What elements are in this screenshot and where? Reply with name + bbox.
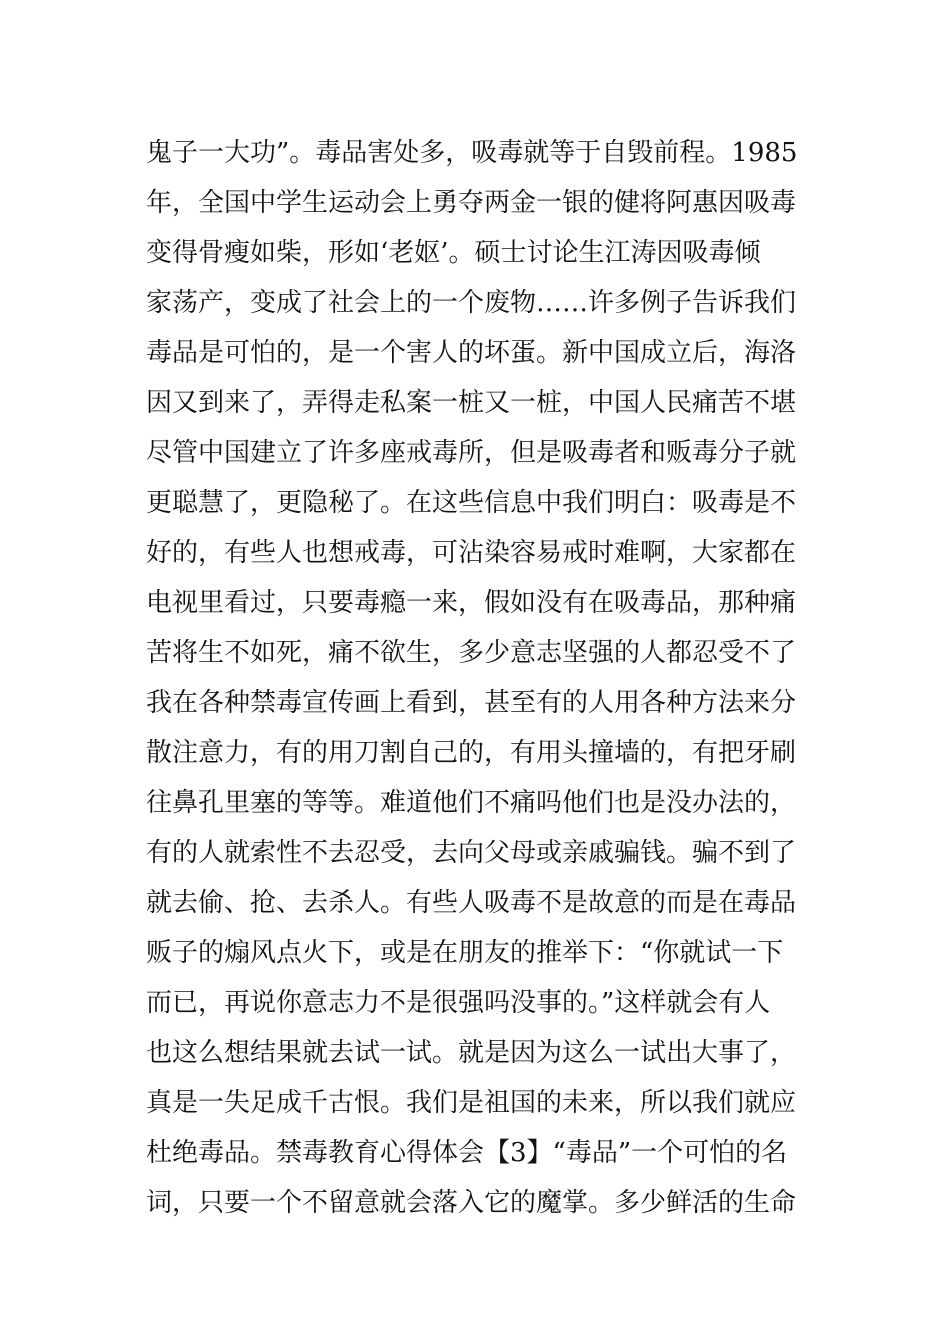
text-line: 好的，有些人也想戒毒，可沾染容易戒时难啊，大家都在 bbox=[146, 538, 797, 568]
text-line: 往鼻孔里塞的等等。难道他们不痛吗他们也是没办法的， bbox=[146, 788, 797, 818]
text-line: 因又到来了，弄得走私案一桩又一桩，中国人民痛苦不堪 bbox=[146, 388, 797, 418]
text-line: 散注意力，有的用刀割自己的，有用头撞墙的，有把牙刷 bbox=[146, 738, 797, 768]
text-line: 杜绝毒品。禁毒教育心得体会【3】“毒品”一个可怕的名 bbox=[146, 1138, 788, 1168]
text-line: 也这么想结果就去试一试。就是因为这么一试出大事了， bbox=[146, 1038, 797, 1068]
text-line: 而已，再说你意志力不是很强吗没事的。”这样就会有人 bbox=[146, 988, 771, 1018]
text-line: 鬼子一大功”。毒品害处多，吸毒就等于自毁前程。1985 bbox=[146, 138, 798, 168]
text-line: 尽管中国建立了许多座戒毒所，但是吸毒者和贩毒分子就 bbox=[146, 438, 797, 468]
text-line: 我在各种禁毒宣传画上看到，甚至有的人用各种方法来分 bbox=[146, 688, 797, 718]
text-line: 贩子的煽风点火下，或是在朋友的推举下：“你就试一下 bbox=[146, 938, 784, 968]
text-line: 苦将生不如死，痛不欲生，多少意志坚强的人都忍受不了 bbox=[146, 638, 797, 668]
text-line: 更聪慧了，更隐秘了。在这些信息中我们明白：吸毒是不 bbox=[146, 488, 797, 518]
text-line: 年，全国中学生运动会上勇夺两金一银的健将阿惠因吸毒 bbox=[146, 188, 797, 218]
text-line: 毒品是可怕的，是一个害人的坏蛋。新中国成立后，海洛 bbox=[146, 338, 797, 368]
text-line: 就去偷、抢、去杀人。有些人吸毒不是故意的而是在毒品 bbox=[146, 888, 797, 918]
text-line: 电视里看过，只要毒瘾一来，假如没有在吸毒品，那种痛 bbox=[146, 588, 797, 618]
body-text bbox=[146, 128, 826, 1228]
text-line: 真是一失足成千古恨。我们是祖国的未来，所以我们就应 bbox=[146, 1088, 797, 1118]
text-line: 词，只要一个不留意就会落入它的魔掌。多少鲜活的生命 bbox=[146, 1188, 797, 1218]
text-line: 有的人就索性不去忍受，去向父母或亲戚骗钱。骗不到了 bbox=[146, 838, 797, 868]
text-line: 家荡产，变成了社会上的一个废物……许多例子告诉我们 bbox=[146, 288, 797, 318]
text-line: 变得骨瘦如柴，形如‘老妪’。硕士讨论生江涛因吸毒倾 bbox=[146, 238, 761, 268]
